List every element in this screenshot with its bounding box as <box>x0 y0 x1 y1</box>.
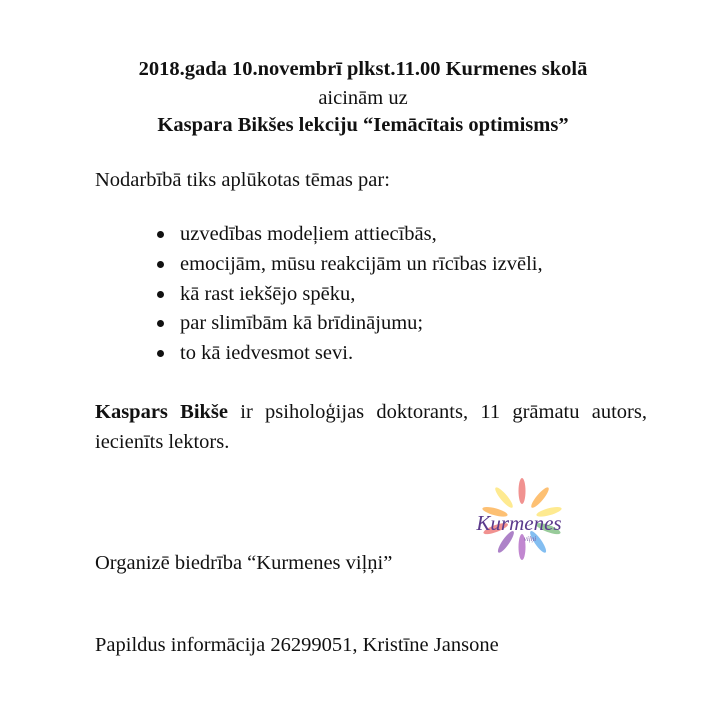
contact-line: Papildus informācija 26299051, Kristīne Jansone <box>95 634 499 656</box>
speaker-name: Kaspars Bikše <box>95 401 229 423</box>
list-item: kā rast iekšējo spēku, <box>150 282 543 312</box>
logo-subtext: viļņi <box>523 535 537 543</box>
topics-list <box>150 222 543 371</box>
bullet-icon <box>157 291 164 298</box>
list-item: emocijām, mūsu reakcijām un rīcības izvēli, <box>150 252 543 282</box>
kurmenes-logo <box>458 473 576 569</box>
lecture-title: Kaspara Bikšes lekciju “Iemācītais optimisms” <box>157 114 569 136</box>
list-item: par slimībām kā brīdinājumu; <box>150 311 543 341</box>
logo-petal <box>519 478 526 504</box>
logo-petal <box>529 485 551 509</box>
invitation-text: aicinām uz <box>318 87 408 109</box>
list-item: to kā iedvesmot sevi. <box>150 341 543 371</box>
bullet-icon <box>157 261 164 268</box>
logo-text: Kurmenes <box>476 511 562 535</box>
bullet-icon <box>157 231 164 238</box>
logo-petal <box>493 485 515 509</box>
speaker-bio <box>95 397 647 457</box>
list-item: uzvedības modeļiem attiecībās, <box>150 222 543 252</box>
event-date-location: 2018.gada 10.novembrī plkst.11.00 Kurmenes skolā <box>138 58 588 80</box>
topics-intro: Nodarbībā tiks aplūkotas tēmas par: <box>95 169 390 191</box>
organizer-line: Organizē biedrība “Kurmenes viļņi” <box>95 552 393 574</box>
bullet-icon <box>157 320 164 327</box>
bullet-icon <box>157 350 164 357</box>
speaker-description: ir psiholoģijas doktorants, 11 grāmatu autors, iecienīts lektors. <box>95 401 647 453</box>
